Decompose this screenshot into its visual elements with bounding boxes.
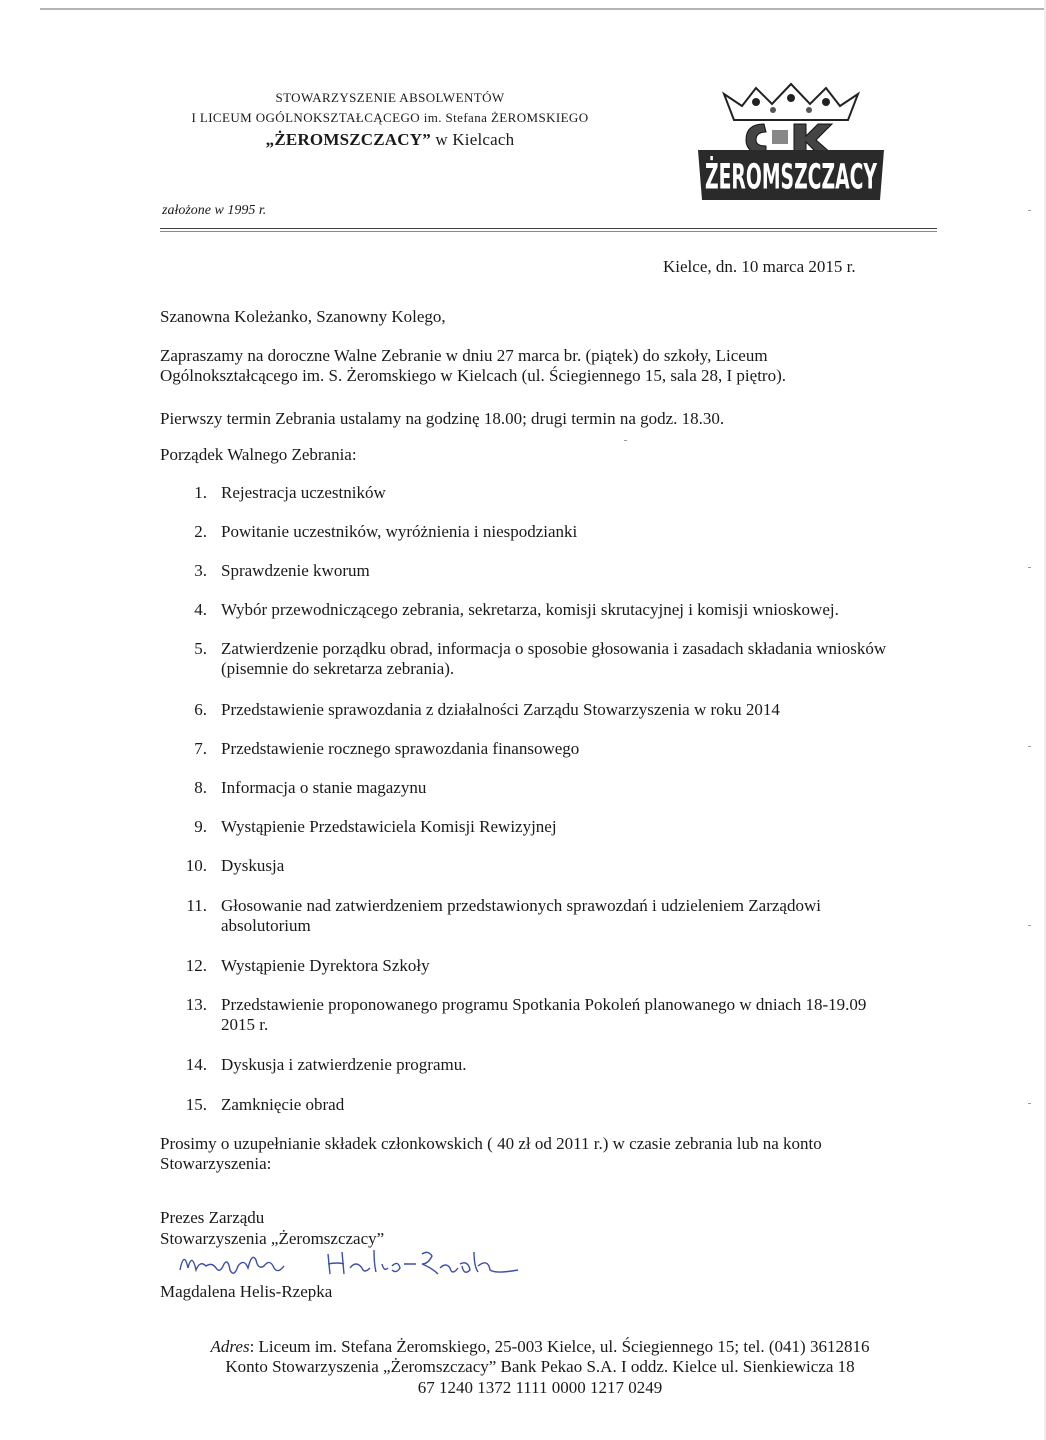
time-paragraph: Pierwszy termin Zebrania ustalamy na godzinę 18.00; drugi termin na godz. 18.30. xyxy=(160,409,725,428)
agenda-item-text: Informacja o stanie magazynu xyxy=(221,778,427,797)
org-short-name: „ŻEROMSZCZACY” xyxy=(265,130,431,149)
header-divider xyxy=(160,228,937,229)
agenda-item-number: 14. xyxy=(185,1055,207,1074)
payment-note: Prosimy o uzupełnianie składek członkowskich ( 40 zł od 2011 r.) w czasie zebrania lub na konto Stowarzyszenia: xyxy=(160,1134,822,1173)
agenda-item-number: 11. xyxy=(186,896,207,915)
agenda-item-number: 1. xyxy=(194,483,207,502)
agenda-item-number: 7. xyxy=(194,739,207,758)
header-divider-secondary xyxy=(160,231,937,232)
agenda-item-text: Przedstawienie sprawozdania z działalności Zarządu Stowarzyszenia w roku 2014 xyxy=(221,700,780,719)
agenda-item-number: 2. xyxy=(194,522,207,541)
agenda-item-number: 4. xyxy=(194,600,207,619)
invitation-paragraph: Zapraszamy na doroczne Walne Zebranie w dniu 27 marca br. (piątek) do szkoły, Liceum Ogólnokształcącego im. S. Żeromskiego w Kielcach (ul. Ściegiennego 15, sala 28, I piętro). xyxy=(160,346,786,385)
agenda-title: Porządek Walnego Zebrania: xyxy=(160,445,357,464)
greeting: Szanowna Koleżanko, Szanowny Kolego, xyxy=(160,307,446,326)
agenda-item-text: Zamknięcie obrad xyxy=(221,1095,345,1114)
org-name-line-1: STOWARZYSZENIE ABSOLWENTÓW xyxy=(275,90,505,105)
agenda-item-text: Przedstawienie proponowanego programu Spotkania Pokoleń planowanego w dniach 18-19.09 2015 r. xyxy=(221,995,867,1034)
agenda-item-number: 12. xyxy=(185,956,207,975)
scan-speck xyxy=(1028,746,1031,747)
agenda-item-text: Przedstawienie rocznego sprawozdania finansowego xyxy=(221,739,580,758)
signature-title: Prezes Zarządu xyxy=(160,1208,265,1227)
agenda-item-text: Sprawdzenie kworum xyxy=(221,561,370,580)
agenda-item-text: Zatwierdzenie porządku obrad, informacja o sposobie głosowania i zasadach składania wniosków (pisemnie do sekretarza zebrania). xyxy=(221,639,887,678)
scan-speck xyxy=(1028,210,1031,211)
scan-speck xyxy=(1028,1103,1031,1104)
scan-top-edge xyxy=(40,8,1046,10)
signatory-name: Magdalena Helis-Rzepka xyxy=(160,1282,333,1301)
agenda-item-number: 5. xyxy=(194,639,207,658)
scan-speck xyxy=(624,440,627,441)
agenda-item-text: Dyskusja i zatwierdzenie programu. xyxy=(221,1055,467,1074)
footer-address-label: Adres xyxy=(210,1337,250,1356)
agenda-item-number: 6. xyxy=(194,700,207,719)
founded-note: założone w 1995 r. xyxy=(162,203,267,218)
agenda-item-number: 10. xyxy=(185,856,207,875)
footer-account-number: 67 1240 1372 1111 0000 1217 0249 xyxy=(417,1378,663,1397)
signature-organization: Stowarzyszenia „Żeromszczacy” xyxy=(160,1229,385,1248)
org-name-line-3 xyxy=(150,130,630,150)
footer-address xyxy=(140,1337,940,1357)
footer-address-text: : Liceum im. Stefana Żeromskiego, 25-003 Kielce, ul. Ściegiennego 15; tel. (041) 3612816 xyxy=(249,1337,870,1356)
agenda-item-text: Głosowanie nad zatwierdzeniem przedstawionych sprawozdań i udzieleniem Zarządowi absolutorium xyxy=(221,896,821,935)
zeromszczacy-logo xyxy=(694,80,962,208)
agenda-item-number: 3. xyxy=(194,561,207,580)
scan-speck xyxy=(1028,567,1031,568)
handwritten-signature xyxy=(178,1240,528,1282)
agenda-item-text: Wystąpienie Przedstawiciela Komisji Rewizyjnej xyxy=(221,817,557,836)
agenda-item-number: 9. xyxy=(194,817,207,836)
agenda-item-number: 15. xyxy=(185,1095,207,1114)
footer-bank-account: Konto Stowarzyszenia „Żeromszczacy” Bank Pekao S.A. I oddz. Kielce ul. Sienkiewicza 18 xyxy=(225,1357,855,1376)
agenda-item-number: 13. xyxy=(185,995,207,1014)
agenda-item-text: Powitanie uczestników, wyróżnienia i niespodzianki xyxy=(221,522,578,541)
agenda-item-number: 8. xyxy=(194,778,207,797)
agenda-item-text: Dyskusja xyxy=(221,856,285,875)
agenda-item-text: Rejestracja uczestników xyxy=(221,483,386,502)
agenda-item-text: Wystąpienie Dyrektora Szkoły xyxy=(221,956,430,975)
logo-text: ŻEROMSZCZACY xyxy=(705,157,962,198)
org-city: w Kielcach xyxy=(430,130,515,149)
letter-date: Kielce, dn. 10 marca 2015 r. xyxy=(663,257,856,276)
scan-speck xyxy=(1028,925,1031,926)
agenda-item-text: Wybór przewodniczącego zebrania, sekretarza, komisji skrutacyjnej i komisji wnioskowej. xyxy=(221,600,839,619)
org-name-line-2: I LICEUM OGÓLNOKSZTAŁCĄCEGO im. Stefana ŻEROMSKIEGO xyxy=(191,110,589,125)
